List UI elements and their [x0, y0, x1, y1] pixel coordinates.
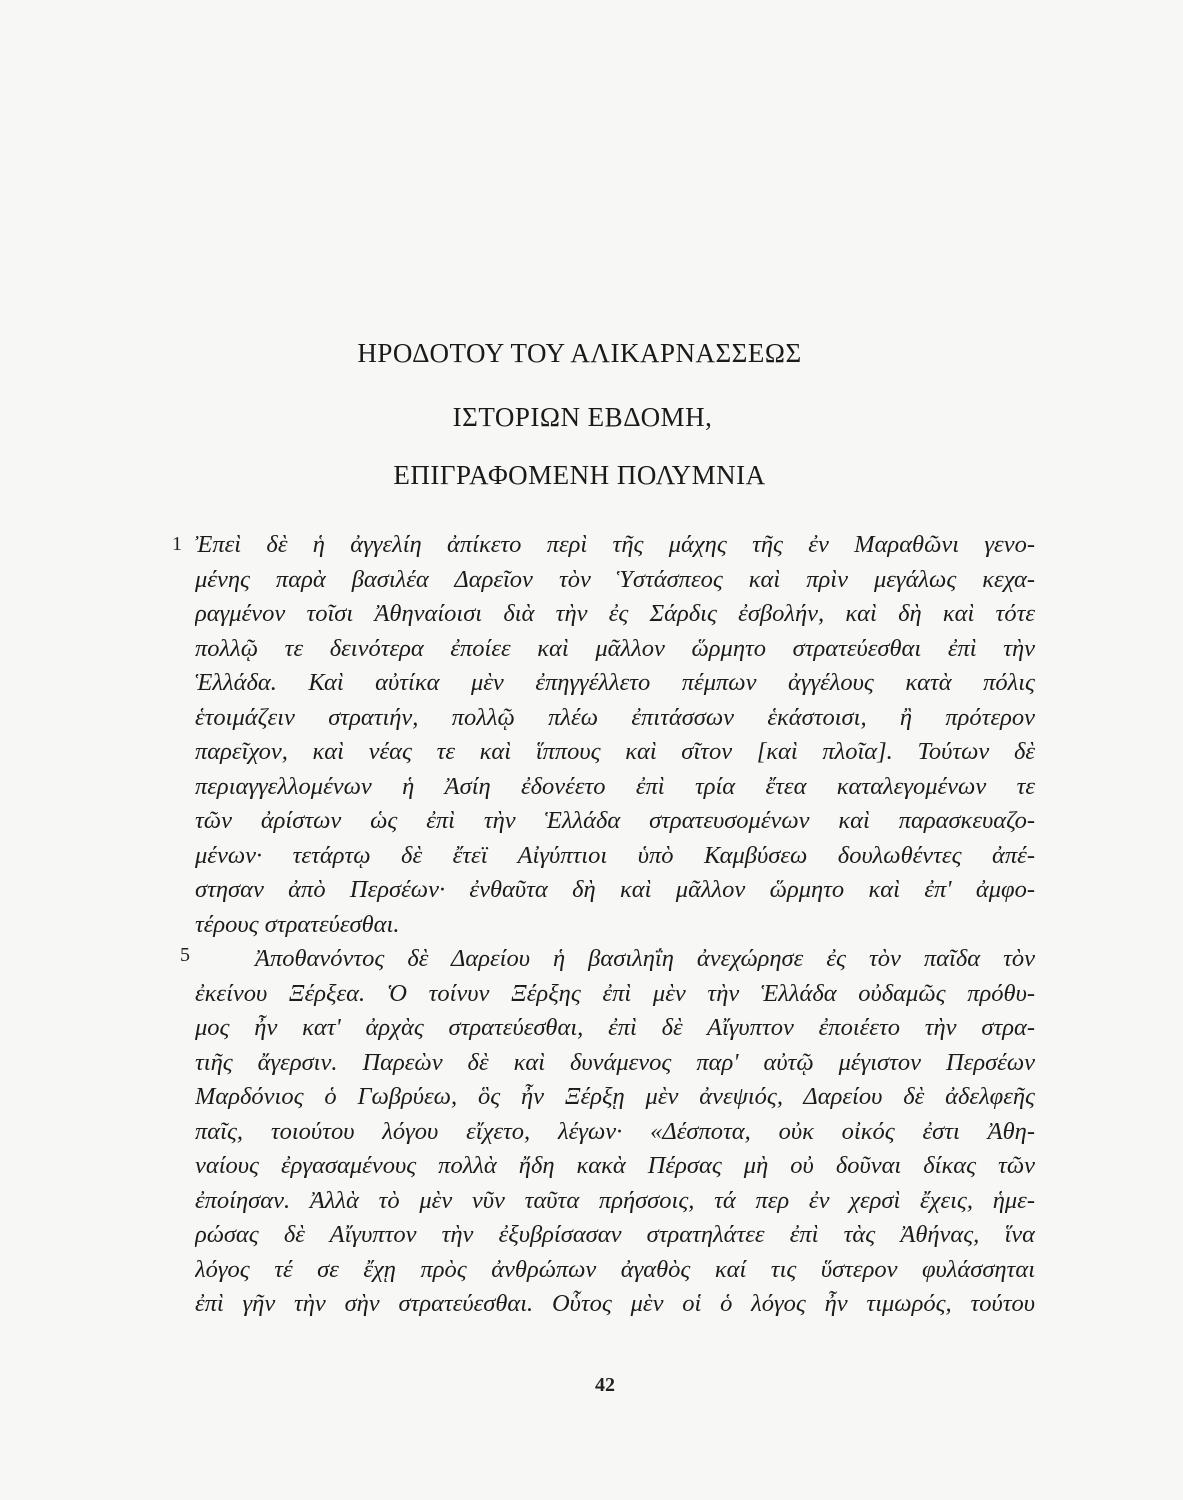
- author-heading: ΗΡΟΔΟΤΟΥ ΤΟΥ ΑΛΙΚΑΡΝΑΣΣΕΩΣ: [357, 338, 802, 368]
- text-line: μένης παρὰ βασιλέα Δαρεῖον τὸν Ὑστάσπεος καὶ πρὶν μεγάλως κεχα-: [195, 565, 1035, 593]
- text-line: τέρους στρατεύεσθαι.: [195, 910, 400, 938]
- text-line: στησαν ἀπὸ Περσέων· ἐνθαῦτα δὴ καὶ μᾶλλον ὥρμητο καὶ ἐπ' ἀμφο-: [195, 876, 1035, 903]
- book-title-heading: ΙΣΤΟΡΙΩΝ ΕΒΔΟΜΗ,: [452, 402, 713, 432]
- text-line: Ἑλλάδα. Καὶ αὐτίκα μὲν ἐπηγγέλλετο πέμπων ἀγγέλους κατὰ πόλις: [195, 669, 1035, 696]
- text-line: παρεῖχον, καὶ νέας τε καὶ ἵππους καὶ σῖτον [καὶ πλοῖα]. Τούτων δὲ: [195, 738, 1035, 765]
- text-line: πολλῷ τε δεινότερα ἐποίεε καὶ μᾶλλον ὥρμητο στρατεύεσθαι ἐπὶ τὴν: [195, 634, 1035, 662]
- book-subtitle-heading: ΕΠΙΓΡΑΦΟΜΕΝΗ ΠΟΛΥΜΝΙΑ: [393, 460, 766, 490]
- text-line: τῶν ἀρίστων ὡς ἐπὶ τὴν Ἑλλάδα στρατευσομένων καὶ παρασκευαζο-: [195, 807, 1035, 834]
- text-line: ναίους ἐργασαμένους πολλὰ ἤδη κακὰ Πέρσας μὴ οὐ δοῦναι δίκας τῶν: [195, 1152, 1035, 1179]
- page-number: 42: [595, 1374, 615, 1396]
- text-line: Ἀποθανόντος δὲ Δαρείου ἡ βασιληΐη ἀνεχώρησε ἐς τὸν παῖδα τὸν: [255, 945, 1035, 972]
- text-line: Μαρδόνιος ὁ Γωβρύεω, ὃς ἦν Ξέρξῃ μὲν ἀνεψιός, Δαρείου δὲ ἀδελφεῆς: [195, 1083, 1035, 1110]
- text-line: ἐπὶ γῆν τὴν σὴν στρατεύεσθαι. Οὗτος μὲν οἱ ὁ λόγος ἦν τιμωρός, τούτου: [195, 1290, 1035, 1317]
- body-text: [195, 528, 1035, 1322]
- text-line: περιαγγελλομένων ἡ Ἀσίη ἐδονέετο ἐπὶ τρία ἔτεα καταλεγομένων τε: [195, 772, 1035, 800]
- text-line: ἐκείνου Ξέρξεα. Ὁ τοίνυν Ξέρξης ἐπὶ μὲν τὴν Ἑλλάδα οὐδαμῶς πρόθυ-: [195, 979, 1035, 1007]
- text-line: ραγμένον τοῖσι Ἀθηναίοισι διὰ τὴν ἐς Σάρδις ἐσβολήν, καὶ δὴ καὶ τότε: [195, 600, 1035, 627]
- text-line: παῖς, τοιούτου λόγου εἴχετο, λέγων· «Δέσποτα, οὐκ οἰκός ἐστι Ἀθη-: [195, 1117, 1035, 1145]
- text-line: Ἐπεὶ δὲ ἡ ἀγγελίη ἀπίκετο περὶ τῆς μάχης τῆς ἐν Μαραθῶνι γενο-: [195, 531, 1035, 558]
- text-line: ἐποίησαν. Ἀλλὰ τὸ μὲν νῦν ταῦτα πρήσσοις, τά περ ἐν χερσὶ ἔχεις, ἡμε-: [195, 1186, 1035, 1214]
- text-line: ἑτοιμάζειν στρατιήν, πολλῷ πλέω ἐπιτάσσων ἑκάστοισι, ἢ πρότερον: [195, 703, 1035, 731]
- text-line: λόγος τέ σε ἔχῃ πρὸς ἀνθρώπων ἀγαθὸς καί τις ὕστερον φυλάσσηται: [195, 1255, 1035, 1283]
- text-line: μένων· τετάρτῳ δὲ ἔτεϊ Αἰγύπτιοι ὑπὸ Καμβύσεω δουλωθέντες ἀπέ-: [195, 841, 1035, 869]
- chapter-number-1: 1: [172, 533, 182, 555]
- text-line: μος ἦν κατ' ἀρχὰς στρατεύεσθαι, ἐπὶ δὲ Αἴγυπτον ἐποιέετο τὴν στρα-: [195, 1014, 1035, 1041]
- text-line: ρώσας δὲ Αἴγυπτον τὴν ἐξυβρίσασαν στρατηλάτεε ἐπὶ τὰς Ἀθήνας, ἵνα: [195, 1221, 1035, 1248]
- text-line: τιῆς ἄγερσιν. Παρεὼν δὲ καὶ δυνάμενος παρ' αὐτῷ μέγιστον Περσέων: [195, 1048, 1035, 1076]
- chapter-number-5: 5: [180, 944, 190, 966]
